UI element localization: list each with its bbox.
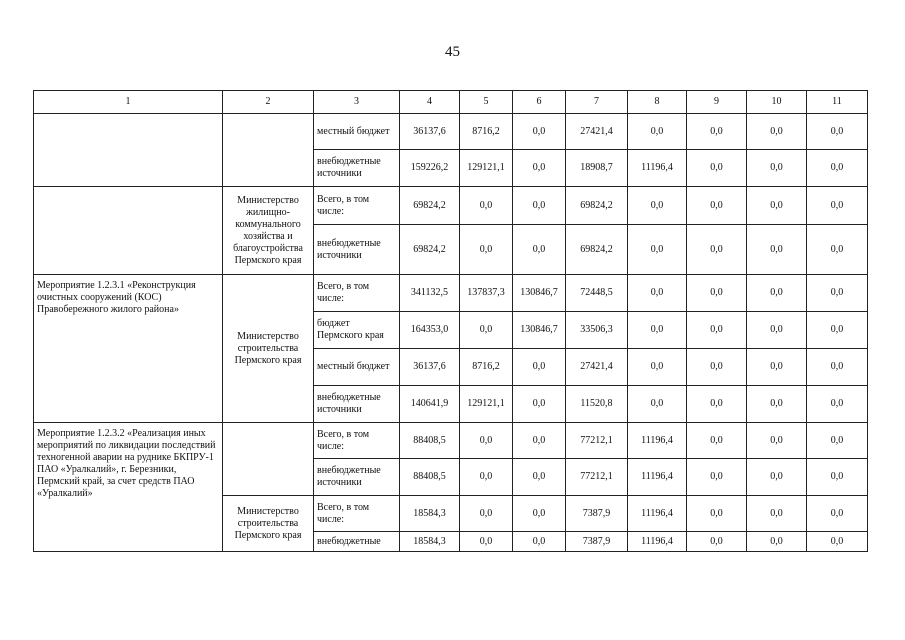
budget-table — [33, 90, 868, 552]
value-cell: 0,0 — [807, 187, 868, 225]
funding-source-cell: местный бюджет — [314, 349, 400, 386]
value-cell: 0,0 — [807, 386, 868, 423]
value-cell: 0,0 — [747, 496, 807, 532]
value-cell: 0,0 — [687, 275, 747, 312]
value-cell: 33506,3 — [566, 312, 628, 349]
value-cell: 129121,1 — [460, 386, 513, 423]
executor-cell — [223, 423, 314, 496]
value-cell: 0,0 — [460, 187, 513, 225]
value-cell: 0,0 — [687, 386, 747, 423]
value-cell: 0,0 — [747, 225, 807, 275]
value-cell: 159226,2 — [400, 150, 460, 187]
value-cell: 27421,4 — [566, 349, 628, 386]
funding-source-cell: Всего, в том числе: — [314, 275, 400, 312]
funding-source-cell: бюджет Пермского края — [314, 312, 400, 349]
value-cell: 137837,3 — [460, 275, 513, 312]
value-cell: 11196,4 — [628, 496, 687, 532]
page-number: 45 — [445, 44, 460, 60]
value-cell: 0,0 — [807, 225, 868, 275]
value-cell: 0,0 — [807, 423, 868, 459]
header-cell: 7 — [566, 91, 628, 114]
value-cell: 0,0 — [747, 114, 807, 150]
value-cell: 69824,2 — [566, 225, 628, 275]
funding-source-cell: внебюджетные источники — [314, 225, 400, 275]
measure-cell: Мероприятие 1.2.3.1 «Реконструкция очистных сооружений (КОС) Правобережного жилого района» — [34, 275, 223, 423]
value-cell: 77212,1 — [566, 459, 628, 496]
value-cell: 0,0 — [807, 496, 868, 532]
value-cell: 18584,3 — [400, 496, 460, 532]
funding-source-cell: Всего, в том числе: — [314, 496, 400, 532]
value-cell: 0,0 — [747, 312, 807, 349]
header-cell: 3 — [314, 91, 400, 114]
measure-cell — [34, 114, 223, 187]
value-cell: 18908,7 — [566, 150, 628, 187]
value-cell: 0,0 — [460, 496, 513, 532]
header-cell: 5 — [460, 91, 513, 114]
value-cell: 0,0 — [628, 349, 687, 386]
value-cell: 0,0 — [807, 275, 868, 312]
value-cell: 11196,4 — [628, 423, 687, 459]
funding-source-cell: Всего, в том числе: — [314, 187, 400, 225]
value-cell: 0,0 — [687, 532, 747, 552]
value-cell: 0,0 — [513, 386, 566, 423]
value-cell: 0,0 — [513, 150, 566, 187]
value-cell: 72448,5 — [566, 275, 628, 312]
table-row — [34, 423, 868, 459]
executor-cell: Министерство жилищно-коммунального хозяйства и благоустройства Пермского края — [223, 187, 314, 275]
table-row — [34, 114, 868, 150]
value-cell: 7387,9 — [566, 496, 628, 532]
value-cell: 0,0 — [628, 312, 687, 349]
value-cell: 0,0 — [628, 187, 687, 225]
header-cell: 8 — [628, 91, 687, 114]
value-cell: 0,0 — [747, 532, 807, 552]
value-cell: 0,0 — [460, 225, 513, 275]
value-cell: 77212,1 — [566, 423, 628, 459]
executor-cell: Министерство строительства Пермского края — [223, 275, 314, 423]
value-cell: 0,0 — [747, 423, 807, 459]
value-cell: 69824,2 — [400, 225, 460, 275]
value-cell: 140641,9 — [400, 386, 460, 423]
value-cell: 0,0 — [687, 114, 747, 150]
measure-cell: Мероприятие 1.2.3.2 «Реализация иных мероприятий по ликвидации последствий техногенной аварии на руднике БКПРУ-1 ПАО «Уралкалий», г. Березники, Пермский край, за счет средств ПАО «Уралкалий» — [34, 423, 223, 552]
value-cell: 11196,4 — [628, 459, 687, 496]
value-cell: 0,0 — [687, 150, 747, 187]
table-row — [34, 187, 868, 225]
value-cell: 88408,5 — [400, 459, 460, 496]
value-cell: 0,0 — [807, 532, 868, 552]
value-cell: 0,0 — [807, 349, 868, 386]
value-cell: 8716,2 — [460, 114, 513, 150]
value-cell: 0,0 — [628, 275, 687, 312]
value-cell: 0,0 — [513, 459, 566, 496]
value-cell: 0,0 — [460, 532, 513, 552]
value-cell: 0,0 — [513, 114, 566, 150]
value-cell: 130846,7 — [513, 312, 566, 349]
value-cell: 0,0 — [687, 459, 747, 496]
header-row — [34, 91, 868, 114]
header-cell: 10 — [747, 91, 807, 114]
funding-source-cell: внебюджетные источники — [314, 459, 400, 496]
value-cell: 0,0 — [807, 150, 868, 187]
value-cell: 0,0 — [513, 423, 566, 459]
value-cell: 0,0 — [747, 187, 807, 225]
value-cell: 0,0 — [513, 225, 566, 275]
funding-source-cell: местный бюджет — [314, 114, 400, 150]
value-cell: 164353,0 — [400, 312, 460, 349]
table-row — [34, 275, 868, 312]
value-cell: 0,0 — [687, 225, 747, 275]
value-cell: 36137,6 — [400, 349, 460, 386]
header-cell: 2 — [223, 91, 314, 114]
header-cell: 9 — [687, 91, 747, 114]
value-cell: 0,0 — [513, 532, 566, 552]
funding-source-cell: внебюджетные источники — [314, 386, 400, 423]
value-cell: 11196,4 — [628, 150, 687, 187]
header-cell: 4 — [400, 91, 460, 114]
value-cell: 0,0 — [628, 225, 687, 275]
executor-cell — [223, 114, 314, 187]
value-cell: 0,0 — [513, 187, 566, 225]
funding-source-cell: внебюджетные источники — [314, 150, 400, 187]
header-cell: 1 — [34, 91, 223, 114]
value-cell: 36137,6 — [400, 114, 460, 150]
measure-cell — [34, 187, 223, 275]
value-cell: 341132,5 — [400, 275, 460, 312]
value-cell: 0,0 — [747, 386, 807, 423]
value-cell: 0,0 — [687, 349, 747, 386]
value-cell: 27421,4 — [566, 114, 628, 150]
value-cell: 0,0 — [687, 187, 747, 225]
value-cell: 0,0 — [807, 114, 868, 150]
value-cell: 0,0 — [460, 312, 513, 349]
value-cell: 0,0 — [747, 349, 807, 386]
value-cell: 0,0 — [460, 423, 513, 459]
value-cell: 8716,2 — [460, 349, 513, 386]
value-cell: 0,0 — [807, 459, 868, 496]
value-cell: 11520,8 — [566, 386, 628, 423]
header-cell: 11 — [807, 91, 868, 114]
value-cell: 0,0 — [747, 150, 807, 187]
value-cell: 0,0 — [747, 459, 807, 496]
header-cell: 6 — [513, 91, 566, 114]
value-cell: 0,0 — [513, 496, 566, 532]
value-cell: 0,0 — [513, 349, 566, 386]
value-cell: 130846,7 — [513, 275, 566, 312]
value-cell: 0,0 — [687, 496, 747, 532]
value-cell: 0,0 — [687, 423, 747, 459]
value-cell: 0,0 — [807, 312, 868, 349]
value-cell: 69824,2 — [400, 187, 460, 225]
value-cell: 7387,9 — [566, 532, 628, 552]
value-cell: 18584,3 — [400, 532, 460, 552]
value-cell: 11196,4 — [628, 532, 687, 552]
funding-source-cell: внебюджетные — [314, 532, 400, 552]
value-cell: 0,0 — [628, 114, 687, 150]
value-cell: 88408,5 — [400, 423, 460, 459]
value-cell: 0,0 — [747, 275, 807, 312]
value-cell: 69824,2 — [566, 187, 628, 225]
value-cell: 0,0 — [460, 459, 513, 496]
value-cell: 0,0 — [628, 386, 687, 423]
funding-source-cell: Всего, в том числе: — [314, 423, 400, 459]
executor-cell: Министерство строительства Пермского края — [223, 496, 314, 552]
value-cell: 0,0 — [687, 312, 747, 349]
value-cell: 129121,1 — [460, 150, 513, 187]
